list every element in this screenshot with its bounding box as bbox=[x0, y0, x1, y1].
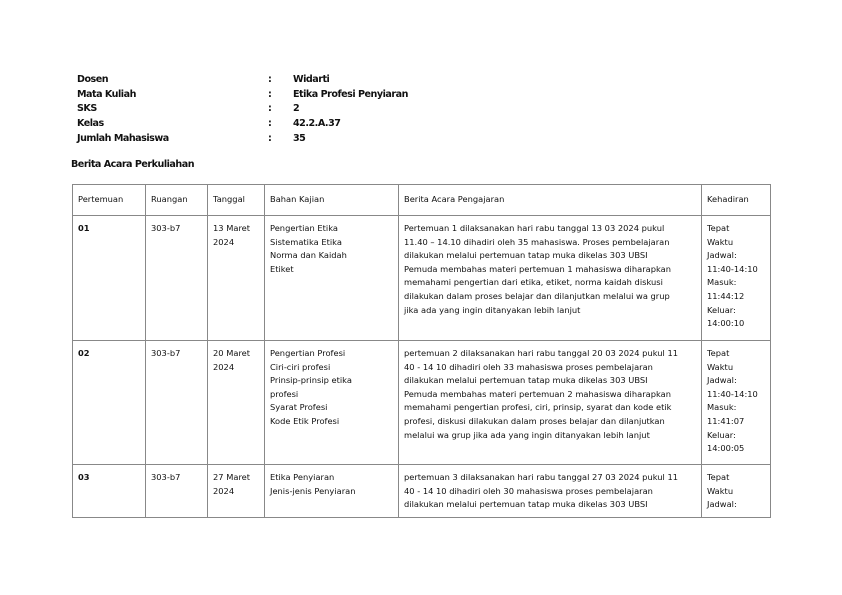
info-value: 42.2.A.37 bbox=[293, 117, 341, 129]
cell-bahan-kajian-line: Etika Penyiaran bbox=[270, 472, 335, 482]
cell-kehadiran-line: 11:40-14:10 bbox=[707, 388, 758, 399]
cell-berita-acara bbox=[399, 465, 702, 518]
header-bahan-kajian: Bahan Kajian bbox=[265, 185, 399, 216]
cell-berita-acara-line: profesi, diskusi dilakukan dalam proses belajar dan dilanjutkan bbox=[404, 415, 665, 426]
info-value: Widarti bbox=[293, 73, 330, 85]
cell-berita-acara-line: dilakukan melalui pertemuan tatap muka dikelas 303 UBSI bbox=[404, 499, 648, 510]
cell-tanggal bbox=[208, 465, 265, 518]
cell-tanggal bbox=[208, 216, 265, 341]
info-label: Mata Kuliah bbox=[77, 88, 136, 100]
header-berita-acara: Berita Acara Pengajaran bbox=[399, 185, 702, 216]
info-row-kelas bbox=[77, 116, 408, 131]
cell-berita-acara-line: dilakukan dalam proses belajar dan dilanjutkan melalui wa grup bbox=[404, 290, 670, 301]
cell-berita-acara-line: dilakukan melalui pertemuan tatap muka dikelas 303 UBSI bbox=[404, 250, 648, 261]
cell-kehadiran-line: Masuk: bbox=[707, 402, 737, 413]
cell-berita-acara-line: pertemuan 2 dilaksanakan hari rabu tanggal 20 03 2024 pukul 11 bbox=[404, 348, 679, 358]
info-value: 2 bbox=[293, 103, 300, 115]
cell-berita-acara-line: melalui wa grup jika ada yang ingin ditanyakan lebih lanjut bbox=[404, 429, 650, 440]
cell-bahan-kajian-line: Etiket bbox=[270, 263, 294, 274]
cell-bahan-kajian-line: Syarat Profesi bbox=[270, 402, 328, 413]
cell-berita-acara bbox=[399, 216, 702, 341]
info-colon: : bbox=[268, 132, 272, 144]
cell-tanggal-line: 27 Maret bbox=[213, 472, 251, 482]
cell-berita-acara-line: Pertemuan 1 dilaksanakan hari rabu tanggal 13 03 2024 pukul bbox=[404, 223, 665, 233]
cell-berita-acara-line: Pemuda membahas materi pertemuan 1 mahasiswa diharapkan bbox=[404, 263, 671, 274]
course-info bbox=[77, 72, 408, 145]
header-ruangan: Ruangan bbox=[146, 185, 208, 216]
table-header-row bbox=[73, 185, 771, 216]
header-pertemuan: Pertemuan bbox=[73, 185, 146, 216]
header-kehadiran: Kehadiran bbox=[702, 185, 771, 216]
cell-bahan-kajian-line: Jenis-jenis Penyiaran bbox=[270, 485, 356, 496]
cell-pertemuan: 01 bbox=[73, 216, 146, 341]
cell-tanggal bbox=[208, 341, 265, 465]
cell-kehadiran-line: 14:00:05 bbox=[707, 443, 745, 454]
cell-bahan-kajian-line: Kode Etik Profesi bbox=[270, 415, 340, 426]
cell-kehadiran-line: Tepat bbox=[707, 472, 730, 482]
cell-berita-acara-line: dilakukan melalui pertemuan tatap muka dikelas 303 UBSI bbox=[404, 375, 648, 386]
info-value: Etika Profesi Penyiaran bbox=[293, 88, 408, 100]
cell-kehadiran-line: Jadwal: bbox=[707, 499, 737, 510]
cell-tanggal-line: 2024 bbox=[213, 236, 235, 247]
cell-berita-acara-line: 11.40 – 14.10 dihadiri oleh 35 mahasiswa. Proses pembelajaran bbox=[404, 236, 670, 247]
cell-berita-acara-line: pertemuan 3 dilaksanakan hari rabu tanggal 27 03 2024 pukul 11 bbox=[404, 472, 679, 482]
table-row bbox=[73, 216, 771, 341]
cell-kehadiran-line: 14:00:10 bbox=[707, 318, 745, 329]
cell-kehadiran-line: Tepat bbox=[707, 223, 730, 233]
cell-berita-acara-line: Pemuda membahas materi pertemuan 2 mahasiswa diharapkan bbox=[404, 388, 671, 399]
cell-kehadiran-line: Jadwal: bbox=[707, 250, 737, 261]
cell-berita-acara-line: memahami pengertian profesi, ciri, prinsip, syarat dan kode etik bbox=[404, 402, 672, 413]
cell-berita-acara-line: 40 - 14 10 dihadiri oleh 33 mahasiswa proses pembelajaran bbox=[404, 361, 653, 372]
cell-bahan-kajian-line: Ciri-ciri profesi bbox=[270, 361, 331, 372]
info-colon: : bbox=[268, 117, 272, 129]
cell-kehadiran-line: Masuk: bbox=[707, 277, 737, 288]
cell-bahan-kajian bbox=[265, 465, 399, 518]
table-row bbox=[73, 465, 771, 518]
cell-bahan-kajian-line: profesi bbox=[270, 388, 299, 399]
info-value: 35 bbox=[293, 132, 306, 144]
cell-kehadiran-line: Keluar: bbox=[707, 429, 736, 440]
cell-bahan-kajian bbox=[265, 341, 399, 465]
info-colon: : bbox=[268, 103, 272, 115]
cell-pertemuan: 02 bbox=[73, 341, 146, 465]
cell-kehadiran-line: 11:41:07 bbox=[707, 415, 745, 426]
cell-bahan-kajian-line: Pengertian Etika bbox=[270, 223, 338, 233]
cell-tanggal-line: 13 Maret bbox=[213, 223, 251, 233]
cell-berita-acara-line: memahami pengertian dari etika, etiket, norma kaidah diskusi bbox=[404, 277, 663, 288]
cell-berita-acara-line: jika ada yang ingin ditanyakan lebih lanjut bbox=[404, 304, 581, 315]
cell-tanggal-line: 20 Maret bbox=[213, 348, 251, 358]
header-tanggal: Tanggal bbox=[208, 185, 265, 216]
info-label: Kelas bbox=[77, 117, 104, 129]
cell-kehadiran bbox=[702, 465, 771, 518]
cell-tanggal-line: 2024 bbox=[213, 361, 235, 372]
cell-kehadiran-line: 11:44:12 bbox=[707, 290, 745, 301]
cell-ruangan: 303-b7 bbox=[146, 216, 208, 341]
info-label: Jumlah Mahasiswa bbox=[77, 132, 169, 144]
cell-bahan-kajian-line: Norma dan Kaidah bbox=[270, 250, 347, 261]
lecture-log-table bbox=[72, 184, 771, 518]
cell-bahan-kajian-line: Prinsip-prinsip etika bbox=[270, 375, 352, 386]
cell-kehadiran bbox=[702, 216, 771, 341]
info-label: Dosen bbox=[77, 73, 109, 85]
cell-bahan-kajian-line: Sistematika Etika bbox=[270, 236, 342, 247]
cell-ruangan: 303-b7 bbox=[146, 465, 208, 518]
cell-kehadiran-line: Jadwal: bbox=[707, 375, 737, 386]
info-colon: : bbox=[268, 88, 272, 100]
info-row-jumlah-mahasiswa bbox=[77, 131, 408, 146]
cell-pertemuan: 03 bbox=[73, 465, 146, 518]
info-row-sks bbox=[77, 101, 408, 116]
cell-kehadiran-line: Keluar: bbox=[707, 304, 736, 315]
table-row bbox=[73, 341, 771, 465]
cell-berita-acara-line: 40 - 14 10 dihadiri oleh 30 mahasiswa proses pembelajaran bbox=[404, 485, 653, 496]
cell-bahan-kajian bbox=[265, 216, 399, 341]
cell-kehadiran bbox=[702, 341, 771, 465]
info-row-dosen bbox=[77, 72, 408, 87]
info-row-mata-kuliah bbox=[77, 87, 408, 102]
cell-tanggal-line: 2024 bbox=[213, 485, 235, 496]
info-colon: : bbox=[268, 73, 272, 85]
cell-kehadiran-line: 11:40-14:10 bbox=[707, 263, 758, 274]
cell-kehadiran-line: Waktu bbox=[707, 485, 734, 496]
cell-kehadiran-line: Tepat bbox=[707, 348, 730, 358]
cell-kehadiran-line: Waktu bbox=[707, 361, 734, 372]
section-title: Berita Acara Perkuliahan bbox=[71, 159, 195, 170]
cell-ruangan: 303-b7 bbox=[146, 341, 208, 465]
cell-bahan-kajian-line: Pengertian Profesi bbox=[270, 348, 346, 358]
info-label: SKS bbox=[77, 103, 97, 115]
cell-berita-acara bbox=[399, 341, 702, 465]
cell-kehadiran-line: Waktu bbox=[707, 236, 734, 247]
